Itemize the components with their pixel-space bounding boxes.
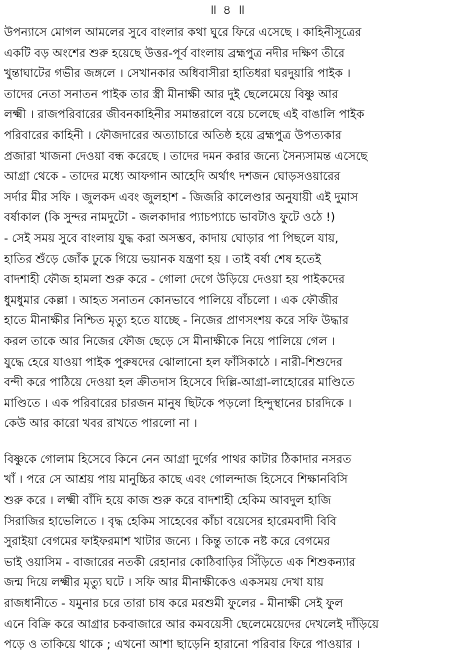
text-line: মাণ্ডিতে । এক পরিবারের চারজন মানুষ ছিটকে পড়লো হিন্দুস্থানের চারদিকে । bbox=[4, 395, 352, 410]
text-line: জন্ম দিয়ে লক্ষ্মীর মৃত্যু ঘটে । সফি আর মীনাক্ষীকেও একসময় দেখা যায় bbox=[4, 575, 324, 590]
text-line: সিরাজির হাভেলিতে । বৃদ্ধ হেকিম সাহেবের কাঁচা বয়েসের হারেমবাদী বিবি bbox=[4, 513, 337, 528]
text-line: লক্ষ্মী । রাজপরিবারের জীবনকাহিনীর সমান্তরালে বয়ে চলেছে এই বাঙালি পাইক bbox=[4, 107, 365, 122]
text-line: উপন্যাসে মোগল আমলের সুবে বাংলার কথা ঘুরে ফিরে এসেছে । কাহিনীসূত্রের bbox=[4, 25, 362, 39]
page-number: ॥ ৪ ॥ bbox=[209, 3, 246, 18]
text-line: এনে বিক্রি করে আগ্রার চকবাজারে আর কমবয়েসী ছেলেমেয়েদের দেখলেই দাঁড়িয়ে bbox=[4, 616, 379, 631]
paragraph-2 bbox=[4, 449, 451, 655]
text-line: সুরাইয়া বেগমের ফাইফরমাশ খাটার জন্যে । কিন্তু তাকে নষ্ট করে বেগমের bbox=[4, 534, 331, 549]
text-line: রাজধানীতে - যমুনার চরে তারা চাষ করে মরশুমী ফুলের - মীনাক্ষী সেই ফুল bbox=[4, 596, 344, 611]
text-line: খুন্তাঘাটের গভীর জঙ্গলে । সেখানকার অধিবাসীরা হাতিধরা ঘরদুয়ারি পাইক । bbox=[4, 66, 351, 81]
text-line: - সেই সময় সুবে বাংলায় যুদ্ধ করা অসম্ভব, কাদায় ঘোড়ার পা পিছলে যায়, bbox=[4, 230, 339, 245]
text-line: সর্দার মীর সফি । জুলকদ এবং জুলহাশ - জিজরি কালেণ্ডার অনুযায়ী এই দুমাস bbox=[4, 189, 359, 204]
text-line: খাঁ । পরে সে আশ্রয় পায় মানুচ্চির কাছে এবং গোলন্দাজ হিসেবে শিক্ষানবিসি bbox=[4, 472, 348, 487]
paragraph-gap bbox=[4, 434, 451, 449]
text-line: ধুমধুমার কেল্লা । আহত সনাতন কোনভাবে পালিয়ে বাঁচলো । এক ফৌজীর bbox=[4, 292, 339, 307]
paragraph-1 bbox=[4, 22, 451, 434]
text-line: শুরু করে । লক্ষ্মী বাঁদি হয়ে কাজ শুরু করে বাদশাহী হেকিম আবদুল হাজি bbox=[4, 493, 332, 508]
text-line: বন্দী করে পাঠিয়ে দেওয়া হল ক্রীতদাস হিসেবে দিল্লি-আগ্রা-লাহোরের মাণ্ডিতে bbox=[4, 375, 355, 390]
text-line: পরিবারের কাহিনী । ফৌজদারের অত্যাচারে অতিষ্ঠ হয়ে ব্রহ্মপুত্র উপত্যকার bbox=[4, 127, 342, 142]
text-line: হাতে মীনাক্ষীর নিশ্চিত মৃত্যু হতে যাচ্ছে - নিজের প্রাণসংশয় করে সফি উদ্ধার bbox=[4, 313, 349, 328]
text-line: হাতির শুঁড়ে জোঁক ঢুকে গিয়ে ভয়ানক যন্ত্রণা হয় । তাই বর্ষা শেষ হতেই bbox=[4, 251, 322, 266]
text-line: করল তাকে আর নিজের ফৌজ ছেড়ে সে মীনাক্ষীকে নিয়ে পালিয়ে গেল । bbox=[4, 333, 335, 348]
text-line: আগ্রা থেকে - তাদের মধ্যে আফগান আহেদি অর্থাৎ দশজন ঘোড়সওয়ারের bbox=[4, 169, 341, 184]
text-line: প্রজারা খাজনা দেওয়া বন্ধ করেছে । তাদের দমন করার জন্যে সৈন্যসামন্ত এসেছে bbox=[4, 148, 368, 163]
text-line: কেউ আর কারো খবর রাখতে পারলো না । bbox=[4, 416, 198, 431]
text-line: পড়ে ও তাকিয়ে থাকে ; এখনো আশা ছাড়েনি হারানো পরিবার ফিরে পাওয়ার । bbox=[4, 637, 360, 652]
text-line: একটি বড় অংশের শুরু হয়েছে উত্তর-পূর্ব বাংলায় ব্রহ্মপুত্র নদীর দক্ষিণ তীরে bbox=[4, 45, 345, 60]
text-line: ভাই ওয়াসিম - বাজারের নতকী রেহানার কোঠিবাড়ির সিঁড়িতে এক শিশুকন্যার bbox=[4, 554, 356, 569]
text-line: বর্ষাকাল (কি সুন্দর নামদুটো - জলকাদার প্যাচপ্যাচে ভাবটাও ফুটে ওঠে !) bbox=[4, 210, 336, 225]
text-line: তাদের নেতা সনাতন পাইক তার স্ত্রী মীনাক্ষী আর দুই ছেলেমেয়ে বিষ্ণু আর bbox=[4, 86, 339, 101]
text-line: বিষ্ণুকে গোলাম হিসেবে কিনে নেন আগ্রা দুর্গের পাথর কাটার ঠিকাদার নসরত bbox=[4, 451, 352, 466]
text-line: যুদ্ধে হেরে যাওয়া পাইক পুরুষদের ঝোলানো হল ফাঁসিকাঠে । নারী-শিশুদের bbox=[4, 354, 343, 369]
text-line: বাদশাহী ফৌজ হামলা শুরু করে - গোলা দেগে উড়িয়ে দেওয়া হয় পাইকদের bbox=[4, 272, 345, 287]
